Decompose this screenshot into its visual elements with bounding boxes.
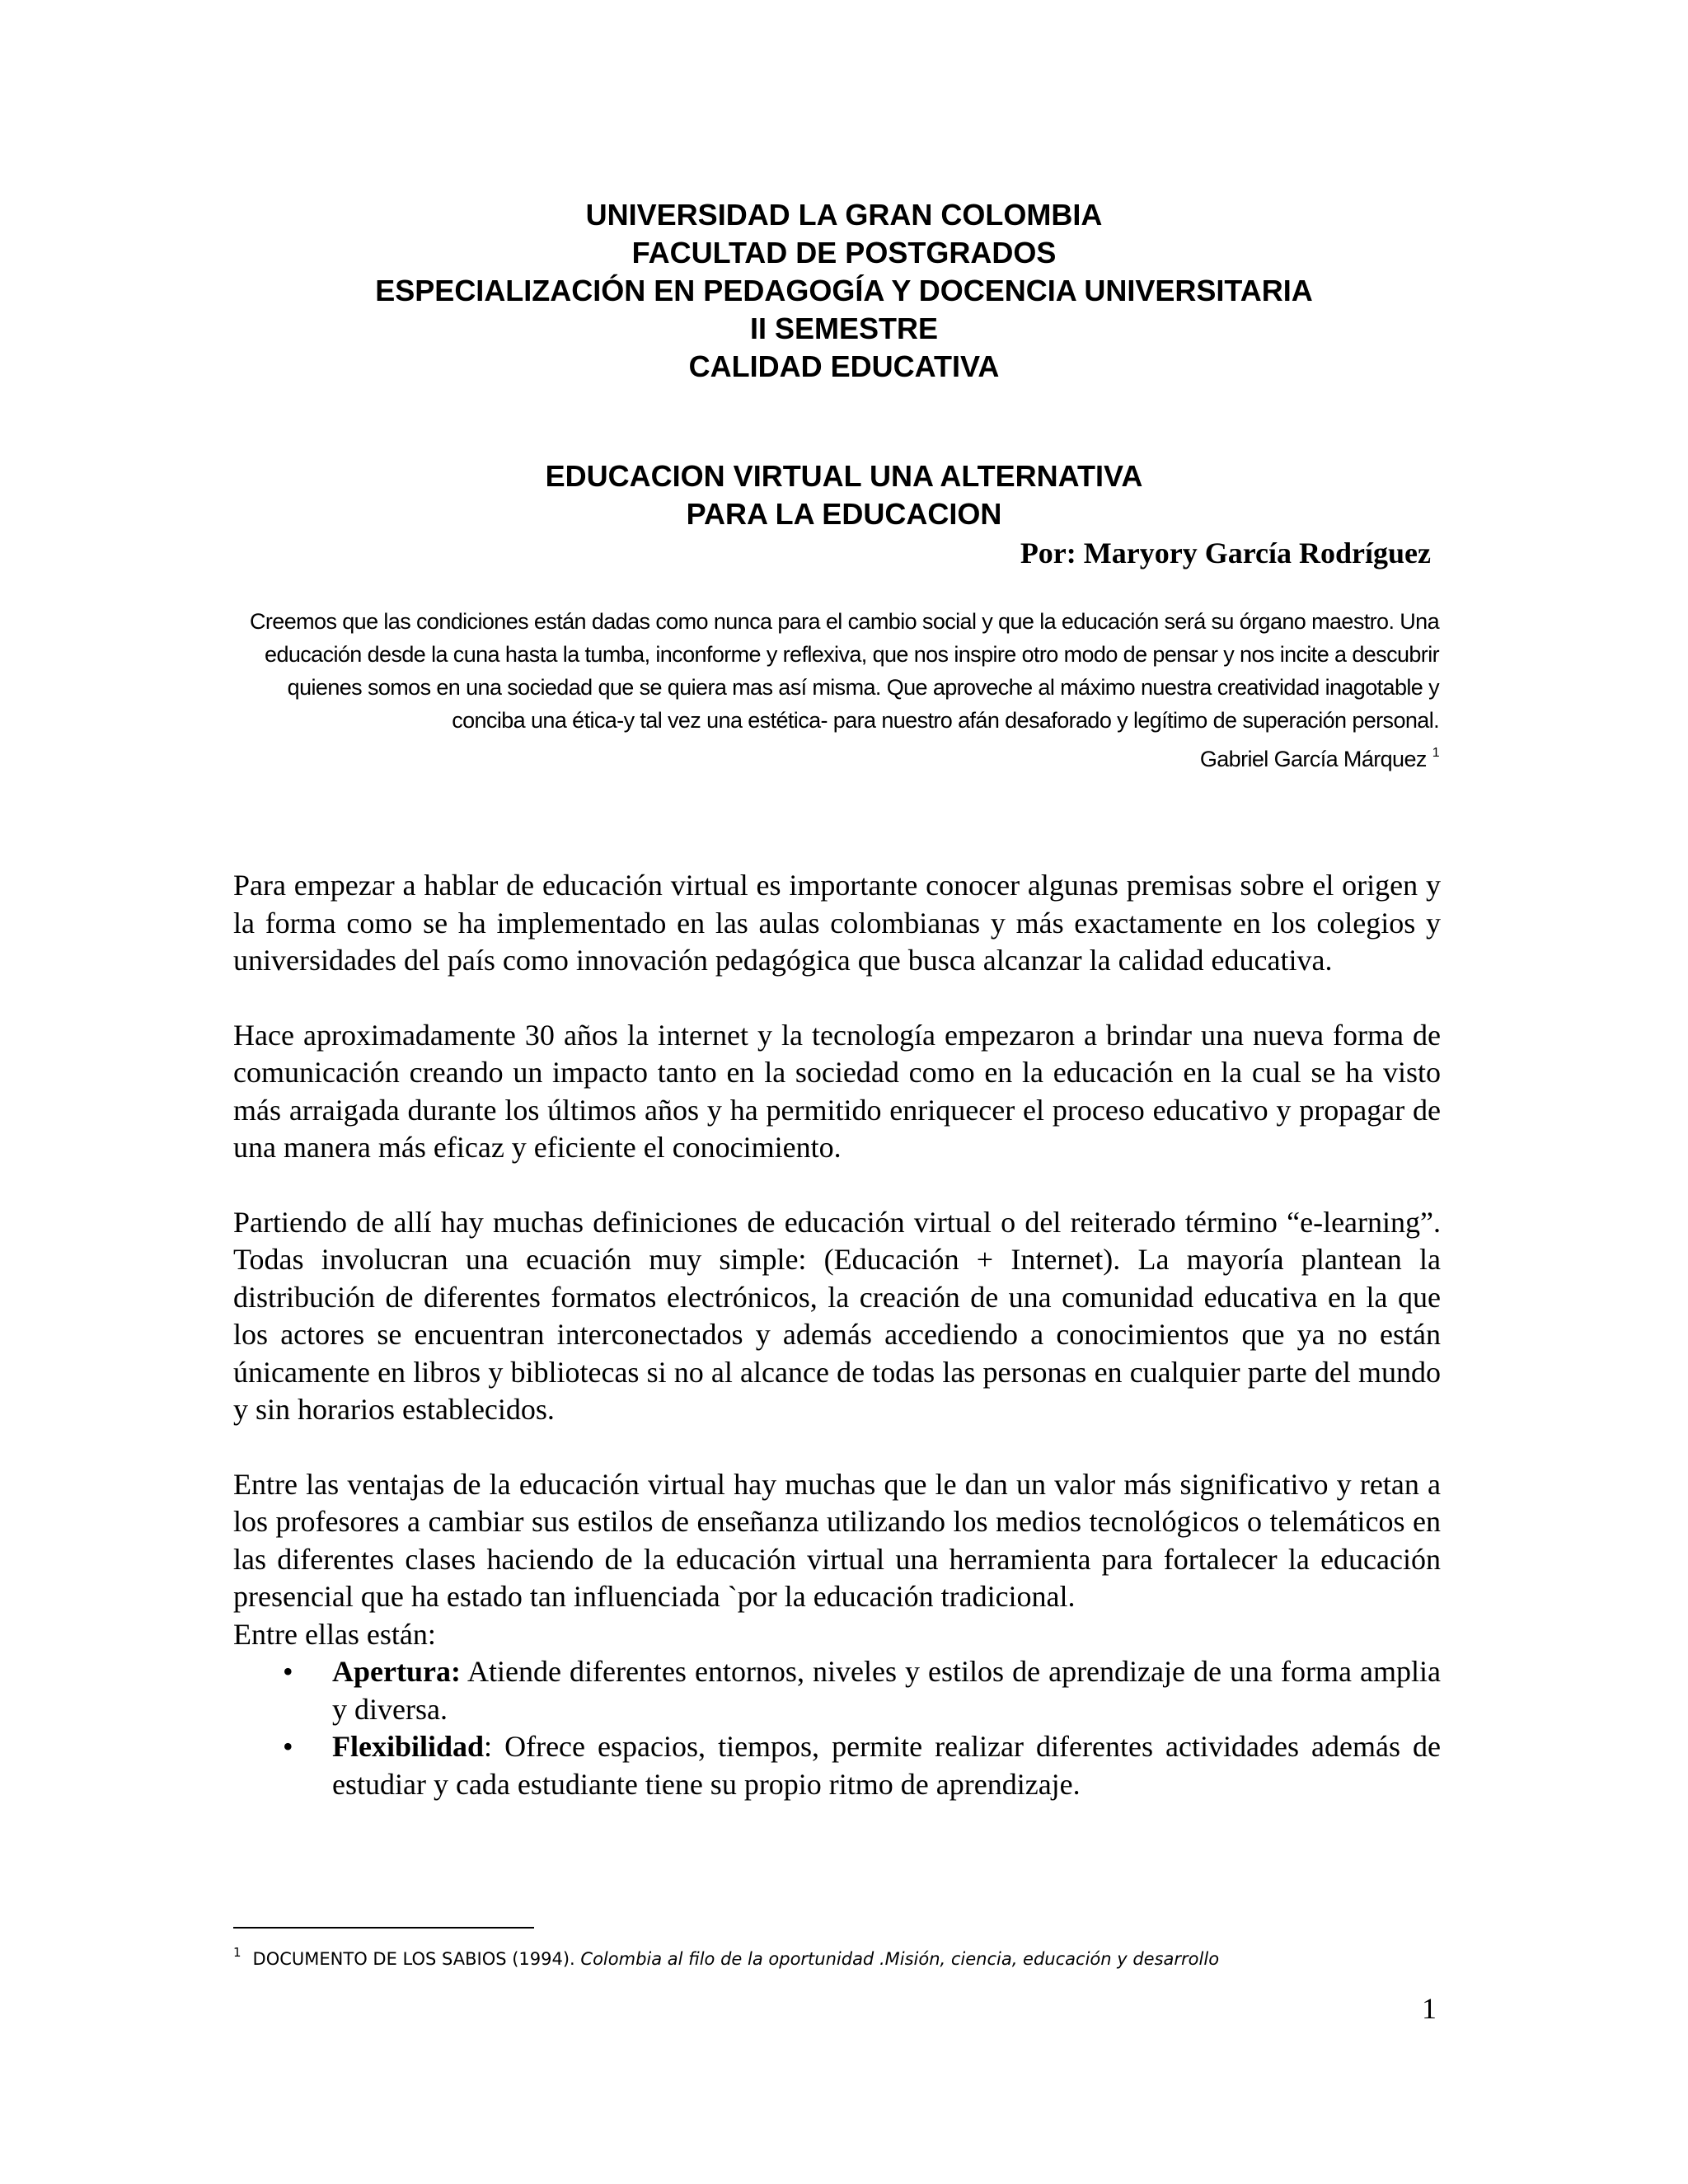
epigraph-quote [239, 605, 1439, 776]
header-line-university: UNIVERSIDAD LA GRAN COLOMBIA [585, 198, 1103, 232]
title-line-2: PARA LA EDUCACION [686, 497, 1002, 531]
bullet-icon: • [283, 1730, 293, 1763]
title-line-1: EDUCACION VIRTUAL UNA ALTERNATIVA [545, 459, 1143, 493]
header-line-faculty: FACULTAD DE POSTGRADOS [631, 236, 1057, 269]
epigraph-footnote-ref: 1 [1432, 746, 1439, 760]
page-number: 1 [1422, 1992, 1437, 2025]
list-item-term: Flexibilidad [332, 1730, 485, 1763]
footnote-divider [233, 1927, 534, 1929]
paragraph-history: Hace aproximadamente 30 años la internet y la tecnología empezaron a brindar una nueva forma de comunicación creando un impacto tanto en la sociedad como en la educación en la cual se ha visto más arraigada durante los últimos años y ha permitido enriquecer el proceso educativo y propagar de una manera más eficaz y eficiente el conocimiento. [233, 1018, 1441, 1164]
list-item-text: : Ofrece espacios, tiempos, permite realizar diferentes actividades además de estudiar y cada estudiante tiene su propio ritmo de aprendizaje. [332, 1730, 1441, 1801]
list-item-term: Apertura: [332, 1655, 461, 1688]
header-line-semester: II SEMESTRE [749, 312, 939, 345]
epigraph-text: Creemos que las condiciones están dadas como nunca para el cambio social y que la educación será su órgano maestro. Una educación desde la cuna hasta la tumba, inconforme y reflexiva, que nos inspire otro modo de pensar y nos incite a descubrir quienes somos en una sociedad que se quiera mas así misma. Que aproveche al máximo nuestra creatividad inagotable y conciba una ética-y tal vez una estética- para nuestro afán desaforado y legítimo de superación personal. [250, 609, 1439, 733]
header-line-course: CALIDAD EDUCATIVA [688, 349, 1000, 383]
list-item [233, 1653, 1441, 1728]
author-line: Por: Maryory García Rodríguez [1020, 537, 1431, 569]
paragraph-advantages: Entre las ventajas de la educación virtual hay muchas que le dan un valor más significativo y retan a los profesores a cambiar sus estilos de enseñanza utilizando los medios tecnológicos o telemáticos en las diferentes clases haciendo de la educación virtual una herramienta para fortalecer la educación presencial que ha estado tan influenciada `por la educación tradicional. [233, 1467, 1441, 1613]
footnote [233, 1940, 1445, 1971]
list-intro: Entre ellas están: [233, 1617, 436, 1651]
epigraph-author: Gabriel García Márquez [1199, 747, 1427, 771]
list-item [233, 1728, 1441, 1803]
institution-header [0, 196, 1688, 386]
footnote-source: DOCUMENTO DE LOS SABIOS (1994). [252, 1949, 581, 1969]
paragraph-definitions: Partiendo de allí hay muchas definiciones de educación virtual o del reiterado término “e-learning”. Todas involucran una ecuación muy simple: (Educación + Internet). La mayoría plantean la distribución de diferentes formatos electrónicos, la creación de una comunidad educativa en la que los actores se encuentran interconectados y además accediendo a conocimientos que ya no están únicamente en libros y bibliotecas si no al alcance de todas las personas en cualquier parte del mundo y sin horarios establecidos. [233, 1205, 1441, 1426]
footnote-title: Colombia al filo de la oportunidad .Misión, ciencia, educación y desarrollo [580, 1949, 1220, 1969]
bullet-icon: • [283, 1655, 293, 1688]
document-title [0, 457, 1688, 533]
list-item-text: Atiende diferentes entornos, niveles y estilos de aprendizaje de una forma amplia y diversa. [332, 1655, 1441, 1726]
advantages-list [233, 1653, 1441, 1803]
body-text [233, 867, 1441, 1803]
footnote-number: 1 [233, 1945, 241, 1960]
header-line-program: ESPECIALIZACIÓN EN PEDAGOGÍA Y DOCENCIA UNIVERSITARIA [375, 274, 1313, 307]
paragraph-intro: Para empezar a hablar de educación virtual es importante conocer algunas premisas sobre el origen y la forma como se ha implementado en las aulas colombianas y más exactamente en los colegios y universidades del país como innovación pedagógica que busca alcanzar la calidad educativa. [233, 869, 1441, 977]
epigraph-attribution [239, 737, 1439, 776]
